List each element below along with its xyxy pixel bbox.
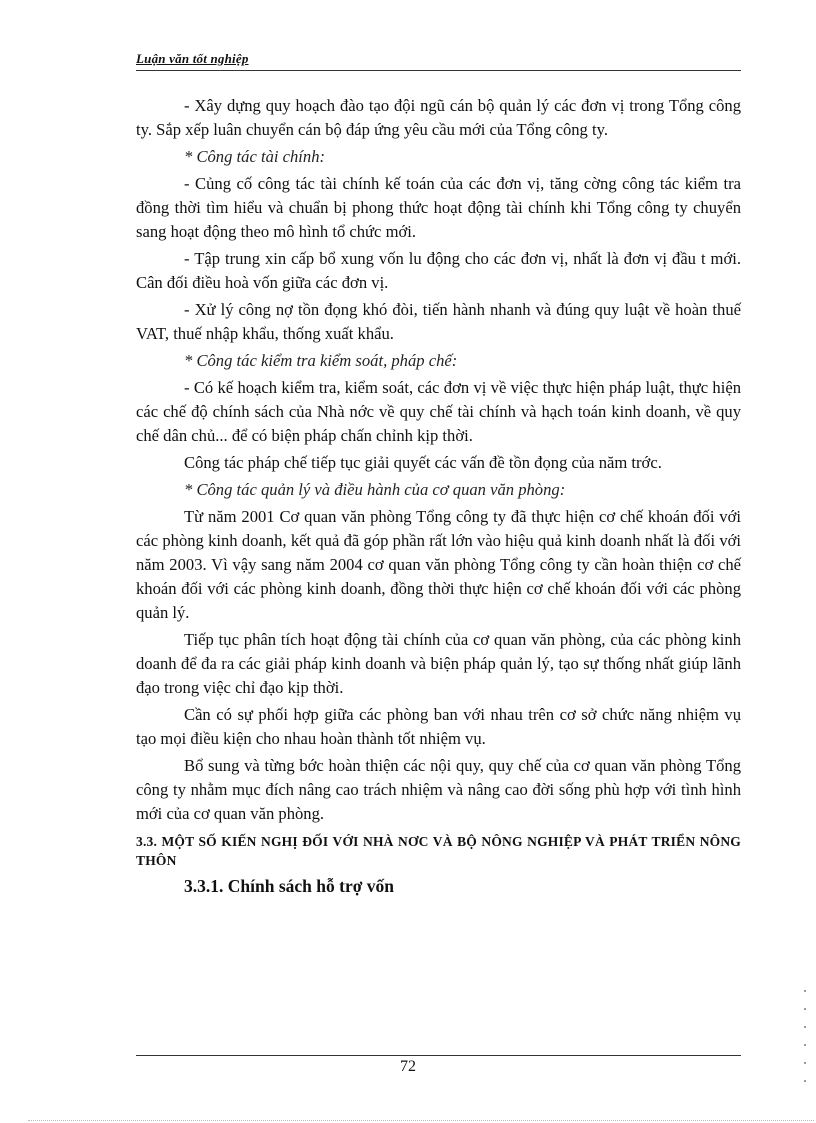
paragraph: Từ năm 2001 Cơ quan văn phòng Tổng công ty đã thực hiện cơ chế khoán đối với các phòng kinh doanh, kết quả đã góp phần rất lớn vào hiệu quả kinh doanh nhất là đối với năm 2003. Vì vậy sang năm 2004 cơ quan văn phòng Tổng công ty cần hoàn thiện cơ chế khoán đối với các phòng kinh doanh, đồng thời thực hiện cơ chế khoán đối với các phòng quản lý.	[136, 507, 741, 622]
document-body	[136, 94, 741, 899]
paragraph: - Tập trung xin cấp bổ xung vốn lu động cho các đơn vị, nhất là đơn vị đầu t mới. Cân đối điều hoà vốn giữa các đơn vị.	[136, 249, 741, 292]
paragraph: - Có kế hoạch kiểm tra, kiểm soát, các đơn vị về việc thực hiện pháp luật, thực hiện các chế độ chính sách của Nhà nớc về quy chế tài chính và hạch toán kinh doanh, về quy chế dân chủ... để có biện pháp chấn chỉnh kịp thời.	[136, 378, 741, 445]
page-header	[136, 50, 741, 71]
paragraph: - Củng cố công tác tài chính kế toán của các đơn vị, tăng cờng công tác kiểm tra đồng thời tìm hiểu và chuẩn bị phong thức hoạt động tài chính khi Tổng công ty chuyển sang hoạt động theo mô hình tổ chức mới.	[136, 174, 741, 241]
page-number: 72	[400, 1058, 416, 1075]
italic-heading: * Công tác tài chính:	[184, 147, 326, 166]
paragraph: - Xử lý công nợ tồn đọng khó đòi, tiến hành nhanh và đúng quy luật về hoàn thuế VAT, thuế nhập khẩu, thống xuất khẩu.	[136, 300, 741, 343]
margin-marks	[798, 990, 810, 1110]
section-heading: 3.3. MỘT SỐ KIẾN NGHỊ ĐỐI VỚI NHÀ NƠC VÀ BỘ NÔNG NGHIỆP VÀ PHÁT TRIỂN NÔNG THÔN	[136, 834, 741, 868]
paragraph: Cần có sự phối hợp giữa các phòng ban với nhau trên cơ sở chức năng nhiệm vụ tạo mọi điều kiện cho nhau hoàn thành tốt nhiệm vụ.	[136, 705, 741, 748]
header-title: Luận văn tốt nghiệp	[136, 51, 249, 66]
paragraph: Bổ sung và từng bớc hoàn thiện các nội quy, quy chế của cơ quan văn phòng Tổng công ty nhằm mục đích nâng cao trách nhiệm và nâng cao đời sống phù hợp với tình hình mới của cơ quan văn phòng.	[136, 756, 741, 823]
page-edge-divider	[28, 1120, 814, 1121]
subsection-heading: 3.3.1. Chính sách hỗ trợ vốn	[184, 876, 395, 896]
paragraph: Tiếp tục phân tích hoạt động tài chính của cơ quan văn phòng, của các phòng kinh doanh để đa ra các giải pháp kinh doanh và biện pháp quản lý, tạo sự thống nhất giúp lãnh đạo trong việc chỉ đạo kịp thời.	[136, 630, 741, 697]
italic-heading: * Công tác quản lý và điều hành của cơ quan văn phòng:	[184, 480, 566, 499]
footer-divider	[136, 1055, 741, 1056]
paragraph: Công tác pháp chế tiếp tục giải quyết các vấn đề tồn đọng của năm trớc.	[184, 453, 662, 472]
italic-heading: * Công tác kiểm tra kiểm soát, pháp chế:	[184, 351, 458, 370]
paragraph: - Xây dựng quy hoạch đào tạo đội ngũ cán bộ quản lý các đơn vị trong Tổng công ty. Sắp xếp luân chuyển cán bộ đáp ứng yêu cầu mới của Tổng công ty.	[136, 96, 741, 139]
